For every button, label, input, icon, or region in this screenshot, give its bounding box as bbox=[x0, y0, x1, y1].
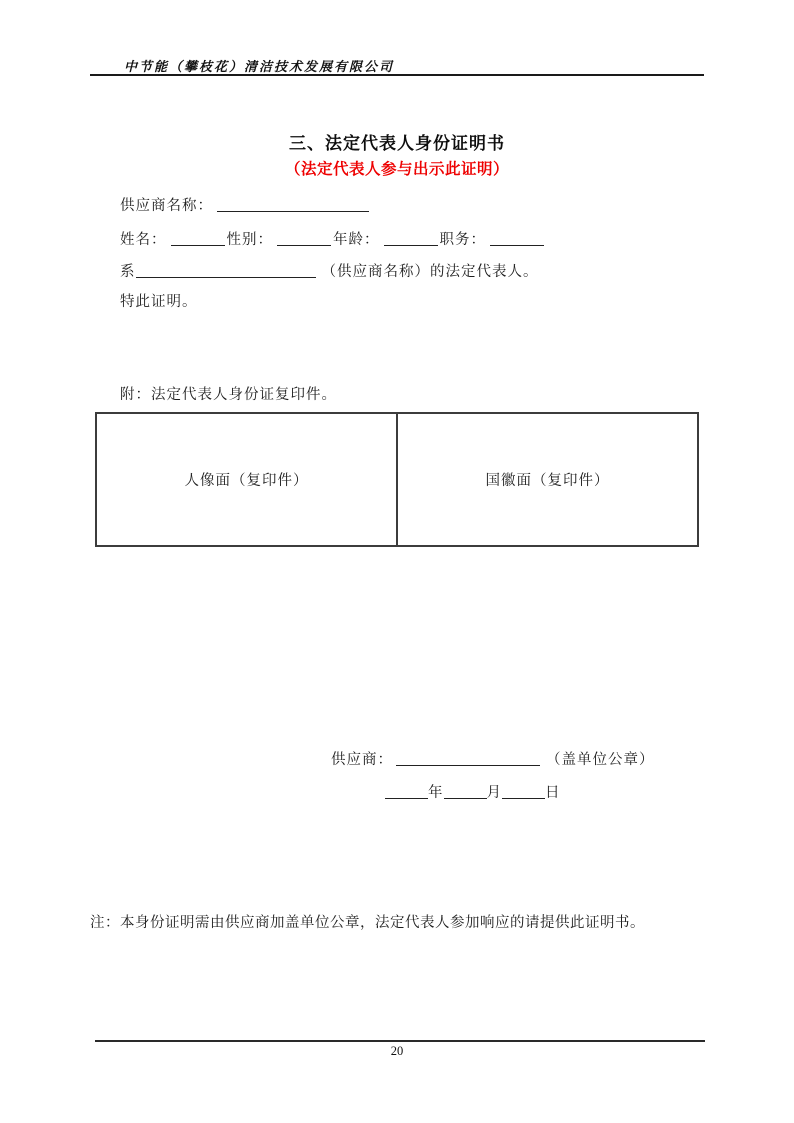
footer-rule bbox=[95, 1040, 705, 1042]
name-blank-line bbox=[171, 231, 225, 246]
gender-label: 性别： bbox=[226, 232, 273, 248]
id-portrait-side-cell: 人像面（复印件） bbox=[184, 473, 309, 489]
attachment-statement: 附：法定代表人身份证复印件。 bbox=[120, 387, 337, 403]
is-suffix-label: （供应商名称）的法定代表人。 bbox=[321, 264, 539, 280]
id-copy-table bbox=[95, 412, 699, 547]
month-label: 月 bbox=[486, 785, 502, 801]
supplier-name-label: 供应商名称： bbox=[120, 198, 213, 214]
day-blank-line bbox=[502, 784, 545, 799]
position-label: 职务： bbox=[439, 232, 486, 248]
year-blank-line bbox=[385, 784, 428, 799]
supplier-name-row bbox=[120, 194, 369, 215]
certify-statement: 特此证明。 bbox=[120, 294, 198, 310]
age-blank-line bbox=[384, 231, 438, 246]
day-label: 日 bbox=[545, 785, 561, 801]
supplier-name-blank-line bbox=[217, 197, 369, 212]
header-company-name: 中节能（攀枝花）清洁技术发展有限公司 bbox=[124, 59, 395, 74]
year-label: 年 bbox=[428, 785, 444, 801]
supplier-signature-label: 供应商： bbox=[331, 752, 393, 768]
gender-blank-line bbox=[277, 231, 331, 246]
legal-rep-statement-row bbox=[120, 260, 539, 281]
id-emblem-side-cell: 国徽面（复印件） bbox=[396, 414, 697, 545]
seal-note-label: （盖单位公章） bbox=[546, 752, 655, 768]
supplier-signature-blank-line bbox=[396, 751, 540, 766]
age-label: 年龄： bbox=[333, 232, 380, 248]
position-blank-line bbox=[490, 231, 544, 246]
footer-note: 注：本身份证明需由供应商加盖单位公章，法定代表人参加响应的请提供此证明书。 bbox=[90, 915, 645, 931]
page-subtitle: （法定代表人参与出示此证明） bbox=[284, 161, 509, 178]
page-number: 20 bbox=[390, 1044, 404, 1058]
is-prefix-label: 系 bbox=[120, 264, 136, 280]
name-label: 姓名： bbox=[120, 232, 167, 248]
month-blank-line bbox=[444, 784, 487, 799]
page-title: 三、法定代表人身份证明书 bbox=[289, 134, 505, 153]
supplier-signature-row bbox=[331, 748, 655, 769]
person-info-row bbox=[120, 228, 546, 249]
company-blank-line bbox=[136, 263, 316, 278]
header-rule bbox=[90, 74, 704, 76]
date-row bbox=[385, 781, 561, 802]
